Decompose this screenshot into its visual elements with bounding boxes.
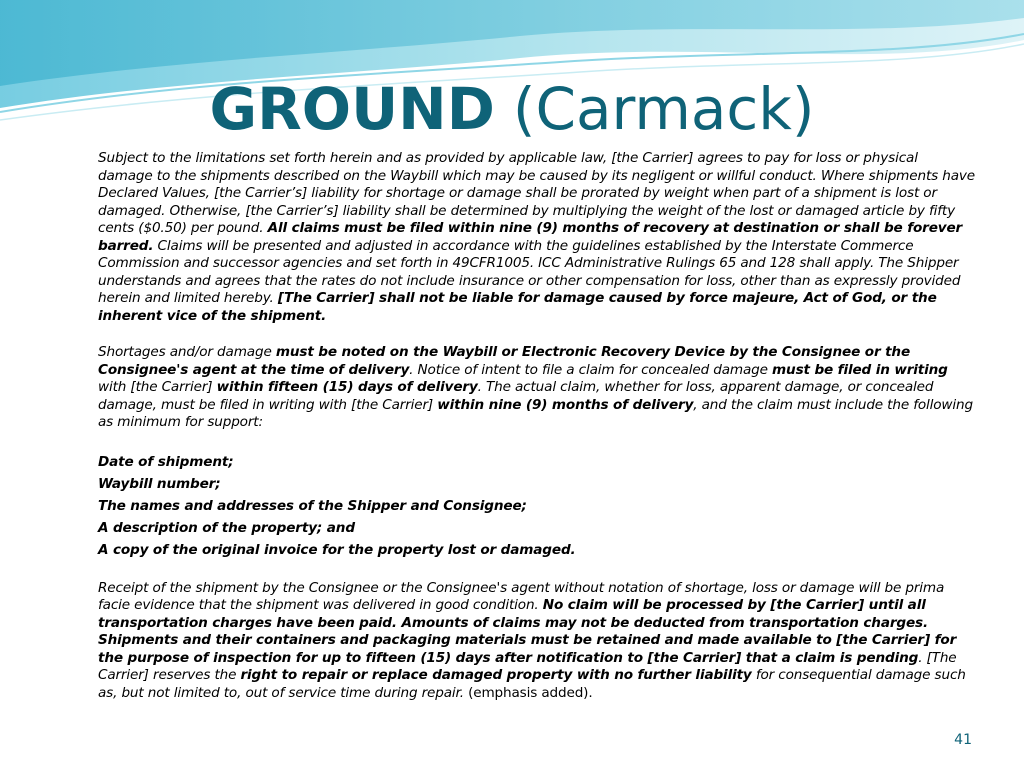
p3-bold-1: No claim will be processed by [the Carrier] until all transportation charges have been paid. Amounts of claims may not be deducted from transportation charges. Shipments and their containers and packaging materials must be retained and made available to [the Carrier] for the purpose of inspection for up to fifteen (15) days after notification to [the Carrier] that a claim is pending — [98, 597, 957, 666]
title-regular: (Carmack) — [512, 75, 815, 143]
p2-text-5: , and the claim must include the following as minimum for support: — [98, 396, 973, 430]
list-item: A description of the property; and — [98, 519, 355, 536]
claims-paragraph — [98, 344, 976, 432]
p2-bold-3: within fifteen (15) days of delivery — [216, 379, 478, 395]
p3-text-2: . [The Carrier] reserves the — [98, 649, 957, 683]
p3-text-1: Receipt of the shipment by the Consignee or the Consignee's agent without notation of shortage, loss or damage will be prima facie evidence that the shipment was delivered in good condition. — [98, 579, 945, 613]
p3-bold-2: right to repair or replace damaged property with no further liability — [240, 667, 752, 683]
p1-text-2: Claims will be presented and adjusted in accordance with the guidelines established by the Interstate Commerce Commission and successor agencies and set forth in 49CFR1005. ICC Administrative Rulings 65 and 128 shall apply. The Shipper understands and agrees that the rates do not include insurance or other compensation for loss, other than as expressly provided herein and limited hereby. — [98, 237, 961, 306]
receipt-paragraph — [98, 580, 976, 703]
p1-bold-1: All claims must be filed within nine (9) months of recovery at destination or shall be forever barred. — [98, 220, 963, 254]
p1-bold-2: [The Carrier] shall not be liable for damage caused by force majeure, Act of God, or the inherent vice of the shipment. — [98, 290, 937, 324]
p2-bold-4: within nine (9) months of delivery — [437, 396, 694, 413]
list-item: Date of shipment; — [98, 453, 234, 470]
slide-title — [0, 74, 1024, 144]
emphasis-note: (emphasis added). — [468, 684, 593, 701]
p2-text-2: . Notice of intent to file a claim for concealed damage — [409, 361, 773, 378]
p3-text-3: for consequential damage such as, but not limited to, out of service time during repair. — [98, 667, 966, 701]
p2-text-4: . The actual claim, whether for loss, apparent damage, or concealed damage, must be filed in writing with [the Carrier] — [98, 379, 934, 413]
list-item: Waybill number; — [98, 475, 221, 492]
p2-bold-1: must be noted on the Waybill or Electronic Recovery Device by the Consignee or the Consignee's agent at the time of delivery — [98, 344, 911, 378]
list-item: The names and addresses of the Shipper and Consignee; — [98, 497, 527, 514]
p2-text-1: Shortages and/or damage — [98, 344, 276, 360]
support-requirements-list — [98, 451, 976, 561]
list-item: A copy of the original invoice for the property lost or damaged. — [98, 541, 576, 558]
p1-text-1: Subject to the limitations set forth herein and as provided by applicable law, [the Carrier] agrees to pay for loss or physical damage to the shipments described on the Waybill which may be caused by its negligent or willful conduct. Where shipments have Declared Values, [the Carrier’s] liability for shortage or damage shall be prorated by weight when part of a shipment is lost or damaged. Otherwise, [the Carrier’s] liability shall be determined by multiplying the weight of the lost or damaged article by fifty cents ($0.50) per pound. — [98, 150, 975, 236]
p2-text-3: with [the Carrier] — [98, 379, 217, 395]
title-bold: GROUND — [209, 75, 495, 143]
liability-paragraph — [98, 150, 976, 325]
page-number: 41 — [954, 732, 972, 748]
slide-body — [98, 150, 976, 702]
p2-bold-2: must be filed in writing — [772, 361, 948, 378]
